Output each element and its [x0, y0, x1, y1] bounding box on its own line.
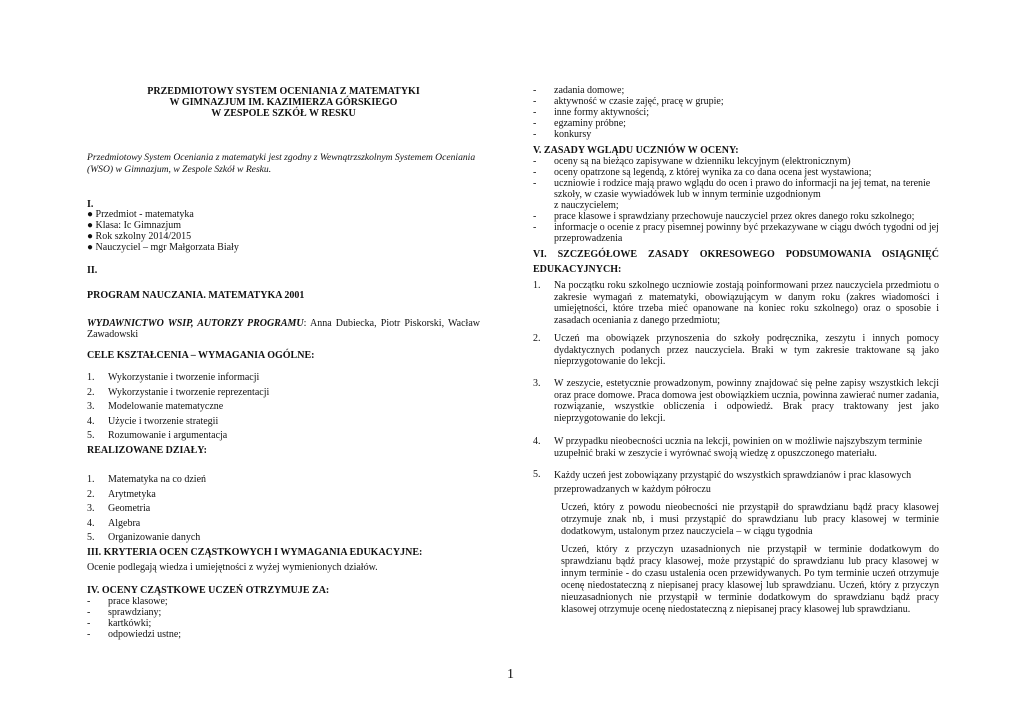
- continued-list: [533, 85, 939, 140]
- list-item: - odpowiedzi ustne;: [87, 629, 182, 640]
- list-item: 4. Algebra: [87, 517, 141, 529]
- section-2-heading: II.: [87, 265, 98, 276]
- section-6-heading-cont: EDUKACYJNYCH:: [533, 264, 622, 275]
- section-4-list: [87, 596, 480, 640]
- publisher-label: WYDAWNICTWO WSIP, AUTORZY PROGRAMU: [87, 318, 304, 329]
- rule-5-absence: Uczeń, który z powodu nieobecności nie przystąpił do sprawdzianu bądź pracy klasowej otrzymuje znak nb, i musi przystąpić do sprawdzianu lub pracy klasowej w terminie dodatkowym, ustalonym przez nauczyciela – w ciągu tygodnia: [561, 502, 939, 537]
- rule-3: 3. W zeszycie, estetycznie prowadzonym, powinny znajdować się pełne zapisy wszystkich lekcji oraz prace domowe. Praca domowa jest obowiązkiem ucznia, powinna zawierać numer zadania, rozwiązanie, wszystkie obliczenia i odpowiedź. Brak pracy traktowany jest jako nieprzygotowanie do lekcji.: [533, 378, 939, 424]
- list-item: - aktywność w czasie zajęć, pracę w grupie;: [533, 96, 724, 107]
- rule-5-justified-absence: Uczeń, który z przyczyn uzasadnionych nie przystąpił w terminie dodatkowym do sprawdzianu bądź pracy klasowej, może przystąpić do sprawdzianu lub pracy klasowej w innym terminie - do czasu ustalenia ocen przewidywanych. Po tym terminie uczeń otrzymuje ocenę niedostateczną z niepisanej pracy klasowej lub sprawdzianu. Uczeń, który z przyczyn nieuzasadnionych nie przystąpił w terminie dodatkowym do sprawdzianu bądź pracy klasowej otrzymuje ocenę niedostateczną z niepisanej pracy klasowej lub sprawdzianu.: [561, 544, 939, 615]
- section-3-heading: III. KRYTERIA OCEN CZĄSTKOWYCH I WYMAGANIA EDUKACYJNE:: [87, 547, 423, 558]
- list-item: - kartkówki;: [87, 618, 152, 629]
- section-5-heading: V. ZASADY WGLĄDU UCZNIÓW W OCENY:: [533, 145, 739, 156]
- rule-5: 5. Każdy uczeń jest zobowiązany przystąpić do wszystkich sprawdzianów i prac klasowych przeprowadzanych w każdym półroczu: [533, 469, 912, 495]
- list-item: ● Nauczyciel – mgr Małgorzata Biały: [87, 242, 239, 253]
- rule-4: 4. W przypadku nieobecności ucznia na lekcji, powinien on w możliwie najszybszym terminie uzupełnić braki w zeszycie i wyrównać swoją wiedzę z opuszczonego materiału.: [533, 436, 923, 459]
- list-item: 1. Matematyka na co dzień: [87, 474, 207, 485]
- units-heading: REALIZOWANE DZIAŁY:: [87, 445, 207, 456]
- list-item: 2. Arytmetyka: [87, 488, 156, 500]
- section-6-heading: VI. SZCZEGÓŁOWE ZASADY OKRESOWEGO PODSUMOWANIA OSIĄGNIĘĆ: [533, 249, 939, 260]
- document-title: PRZEDMIOTOWY SYSTEM OCENIANIA Z MATEMATYKI W GIMNAZJUM IM. KAZIMIERZA GÓRSKIEGO W ZESPOLE SZKÓŁ W RESKU: [147, 86, 420, 119]
- section-1-heading: I.: [87, 199, 94, 210]
- section-4-heading: IV. OCENY CZĄSTKOWE UCZEŃ OTRZYMUJE ZA:: [87, 585, 330, 596]
- rule-2: 2. Uczeń ma obowiązek przynoszenia do szkoły podręcznika, zeszytu i innych pomocy dydaktycznych podanych przez nauczyciela. Braki w tym zakresie traktowane są jako nieprzygotowanie do lekcji.: [533, 333, 939, 367]
- list-item: 5. Rozumowanie i argumentacja: [87, 430, 228, 441]
- goals-list: [87, 372, 480, 445]
- section-3-text: Ocenie podlegają wiedza i umiejętności z wyżej wymienionych działów.: [87, 562, 378, 573]
- list-item: ● Klasa: Ic Gimnazjum: [87, 220, 182, 231]
- list-item: 4. Użycie i tworzenie strategii: [87, 415, 219, 427]
- list-item: 2. Wykorzystanie i tworzenie reprezentacji: [87, 386, 270, 398]
- list-item: - zadania domowe;: [533, 85, 625, 96]
- rule-1: 1. Na początku roku szkolnego uczniowie zostają poinformowani przez nauczyciela przedmiotu o zakresie wymagań z matematyki, obowiązującym w danym roku (zakres wiadomości i umiejętności, które trzeba mieć opanowane na koniec roku szkolnego) oraz o sposobie i zasadach oceniania z danego przedmiotu;: [533, 280, 939, 326]
- list-item: - sprawdziany;: [87, 607, 162, 618]
- program-heading: PROGRAM NAUCZANIA. MATEMATYKA 2001: [87, 290, 305, 301]
- list-item: - konkursy: [533, 129, 592, 140]
- list-item: - oceny są na bieżąco zapisywane w dzienniku lekcyjnym (elektronicznym): [533, 156, 851, 167]
- list-item: 3. Modelowanie matematyczne: [87, 401, 224, 412]
- publisher-authors: : Anna Dubiecka, Piotr Piskorski, Wacław Zawadowski: [87, 318, 480, 340]
- publisher-line: [87, 318, 480, 340]
- list-item: 3. Geometria: [87, 503, 151, 514]
- page-number: 1: [507, 667, 514, 682]
- list-item: ● Przedmiot - matematyka: [87, 209, 194, 220]
- list-item: - oceny opatrzone są legendą, z której wynika za co dana ocena jest wystawiona;: [533, 167, 872, 178]
- list-item: 5. Organizowanie danych: [87, 532, 201, 543]
- section-5-list: [533, 156, 939, 244]
- list-item: ● Rok szkolny 2014/2015: [87, 231, 192, 242]
- list-item: - inne formy aktywności;: [533, 107, 649, 118]
- intro-text: Przedmiotowy System Oceniania z matematyki jest zgodny z Wewnątrzszkolnym Systemem Oceniania (WSO) w Gimnazjum, w Zespole Szkół w Resku.: [87, 152, 476, 175]
- list-item: - informacje o ocenie z pracy pisemnej powinny być przekazywane w ciągu dwóch tygodni od jej przeprowadzenia: [533, 222, 939, 244]
- list-item: - prace klasowe;: [87, 596, 168, 607]
- list-item: 1. Wykorzystanie i tworzenie informacji: [87, 372, 260, 383]
- list-item: - prace klasowe i sprawdziany przechowuje nauczyciel przez okres danego roku szkolnego;: [533, 211, 915, 222]
- list-item: - uczniowie i rodzice mają prawo wglądu do ocen i prawo do informacji na jej temat, na terenie szkoły, w czasie wywiadówek lub w innym terminie uzgodnionym z nauczycielem;: [533, 178, 931, 211]
- list-item: - egzaminy próbne;: [533, 118, 626, 129]
- info-list: [87, 209, 480, 253]
- units-list: [87, 474, 480, 547]
- goals-heading: CELE KSZTAŁCENIA – WYMAGANIA OGÓLNE:: [87, 350, 315, 361]
